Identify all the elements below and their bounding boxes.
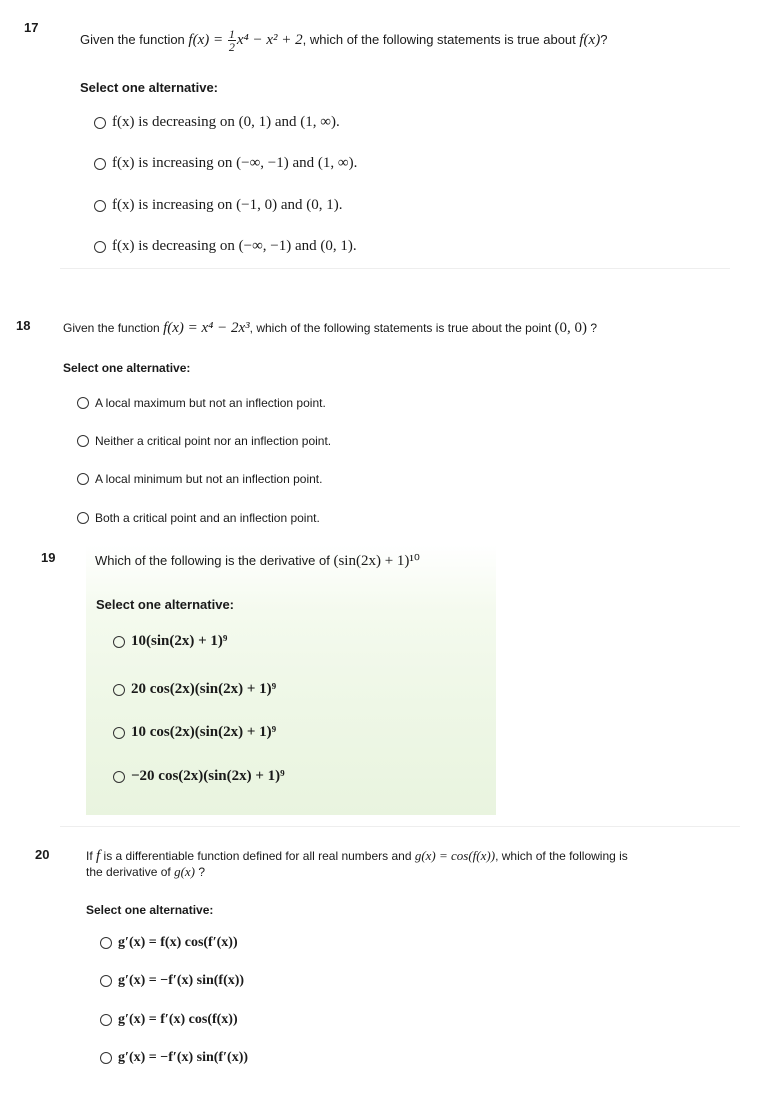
question-prompt bbox=[63, 320, 597, 337]
radio-icon[interactable] bbox=[77, 512, 89, 524]
option-radio[interactable] bbox=[100, 1050, 248, 1066]
select-label: Select one alternative: bbox=[86, 903, 214, 917]
question-prompt bbox=[80, 28, 607, 53]
option-label: A local maximum but not an inflection point. bbox=[95, 396, 326, 410]
radio-icon[interactable] bbox=[77, 397, 89, 409]
option-radio[interactable] bbox=[100, 1012, 238, 1028]
select-label: Select one alternative: bbox=[63, 361, 191, 375]
option-label: g′(x) = −f′(x) sin(f(x)) bbox=[118, 973, 245, 988]
prompt-math: g(x) = cos(f(x)) bbox=[414, 848, 496, 863]
prompt-text: If bbox=[86, 849, 97, 863]
radio-icon[interactable] bbox=[94, 200, 106, 212]
radio-icon[interactable] bbox=[100, 1052, 112, 1064]
radio-icon[interactable] bbox=[113, 727, 125, 739]
radio-icon[interactable] bbox=[77, 473, 89, 485]
option-radio[interactable] bbox=[94, 197, 342, 214]
question-number: 19 bbox=[41, 550, 56, 565]
radio-icon[interactable] bbox=[94, 117, 106, 129]
radio-icon[interactable] bbox=[113, 771, 125, 783]
question-number: 18 bbox=[16, 318, 31, 333]
radio-icon[interactable] bbox=[100, 937, 112, 949]
prompt-line bbox=[86, 848, 726, 864]
radio-icon[interactable] bbox=[113, 684, 125, 696]
select-label: Select one alternative: bbox=[80, 80, 218, 95]
fraction-numerator: 1 bbox=[228, 27, 235, 41]
prompt-text: ? bbox=[587, 321, 598, 335]
prompt-text: is a differentiable function defined for all real numbers and bbox=[100, 849, 415, 863]
option-label: A local minimum but not an inflection point. bbox=[95, 472, 323, 486]
radio-icon[interactable] bbox=[94, 241, 106, 253]
option-radio[interactable] bbox=[113, 768, 285, 785]
option-radio[interactable] bbox=[113, 681, 276, 698]
radio-icon[interactable] bbox=[94, 158, 106, 170]
fraction-denominator: 2 bbox=[228, 40, 235, 54]
prompt-text: Which of the following is the derivative of bbox=[95, 553, 334, 568]
option-label: Both a critical point and an inflection point. bbox=[95, 511, 320, 525]
prompt-text: ? bbox=[195, 865, 206, 879]
prompt-line bbox=[86, 864, 726, 880]
option-radio[interactable] bbox=[100, 935, 238, 951]
option-radio[interactable] bbox=[100, 973, 244, 989]
prompt-math: g(x) bbox=[174, 864, 195, 879]
radio-icon[interactable] bbox=[113, 636, 125, 648]
option-radio[interactable] bbox=[113, 724, 276, 741]
option-radio[interactable] bbox=[113, 633, 227, 650]
option-label: g′(x) = f′(x) cos(f(x)) bbox=[118, 1012, 238, 1027]
prompt-math: (0, 0) bbox=[554, 320, 587, 336]
option-radio[interactable] bbox=[77, 396, 326, 410]
option-radio[interactable] bbox=[77, 472, 322, 486]
option-label: 20 cos(2x)(sin(2x) + 1)⁹ bbox=[131, 681, 277, 697]
divider bbox=[60, 826, 740, 827]
option-label: f(x) is increasing on (−∞, −1) and (1, ∞). bbox=[112, 155, 358, 171]
option-label: f(x) is decreasing on (0, 1) and (1, ∞). bbox=[112, 114, 340, 130]
prompt-text: ? bbox=[600, 31, 608, 47]
prompt-text: the derivative of bbox=[86, 865, 175, 879]
prompt-text: , which of the following statements is true about bbox=[302, 31, 580, 47]
option-label: g′(x) = −f′(x) sin(f′(x)) bbox=[118, 1050, 249, 1065]
question-number: 17 bbox=[24, 20, 39, 35]
option-radio[interactable] bbox=[94, 155, 357, 172]
divider bbox=[60, 268, 730, 269]
option-label: −20 cos(2x)(sin(2x) + 1)⁹ bbox=[131, 768, 285, 784]
option-radio[interactable] bbox=[77, 511, 320, 525]
prompt-math: f(x) = bbox=[188, 31, 227, 48]
prompt-math: f bbox=[96, 848, 101, 864]
radio-icon[interactable] bbox=[100, 1014, 112, 1026]
prompt-math: x⁴ − x² + 2 bbox=[236, 31, 303, 48]
question-number: 20 bbox=[35, 847, 50, 862]
option-label: 10 cos(2x)(sin(2x) + 1)⁹ bbox=[131, 724, 277, 740]
radio-icon[interactable] bbox=[100, 975, 112, 987]
fraction bbox=[228, 28, 236, 53]
option-label: f(x) is decreasing on (−∞, −1) and (0, 1). bbox=[112, 238, 357, 254]
option-label: 10(sin(2x) + 1)⁹ bbox=[131, 633, 228, 649]
prompt-math: (sin(2x) + 1)¹⁰ bbox=[333, 553, 420, 569]
prompt-math: f(x) bbox=[579, 31, 601, 48]
option-radio[interactable] bbox=[77, 434, 331, 448]
question-prompt bbox=[86, 848, 726, 880]
radio-icon[interactable] bbox=[77, 435, 89, 447]
option-label: f(x) is increasing on (−1, 0) and (0, 1). bbox=[112, 197, 343, 213]
prompt-text: , which of the following is bbox=[495, 849, 628, 863]
question-prompt bbox=[95, 551, 420, 570]
select-label: Select one alternative: bbox=[96, 597, 234, 612]
option-radio[interactable] bbox=[94, 114, 340, 131]
option-radio[interactable] bbox=[94, 238, 357, 255]
prompt-text: Given the function bbox=[63, 321, 164, 335]
option-label: g′(x) = f(x) cos(f′(x)) bbox=[118, 935, 238, 950]
prompt-math: f(x) = x⁴ − 2x³ bbox=[163, 320, 250, 336]
option-label: Neither a critical point nor an inflection point. bbox=[95, 434, 332, 448]
prompt-text: , which of the following statements is true about the point bbox=[249, 321, 555, 335]
prompt-text: Given the function bbox=[80, 31, 189, 47]
